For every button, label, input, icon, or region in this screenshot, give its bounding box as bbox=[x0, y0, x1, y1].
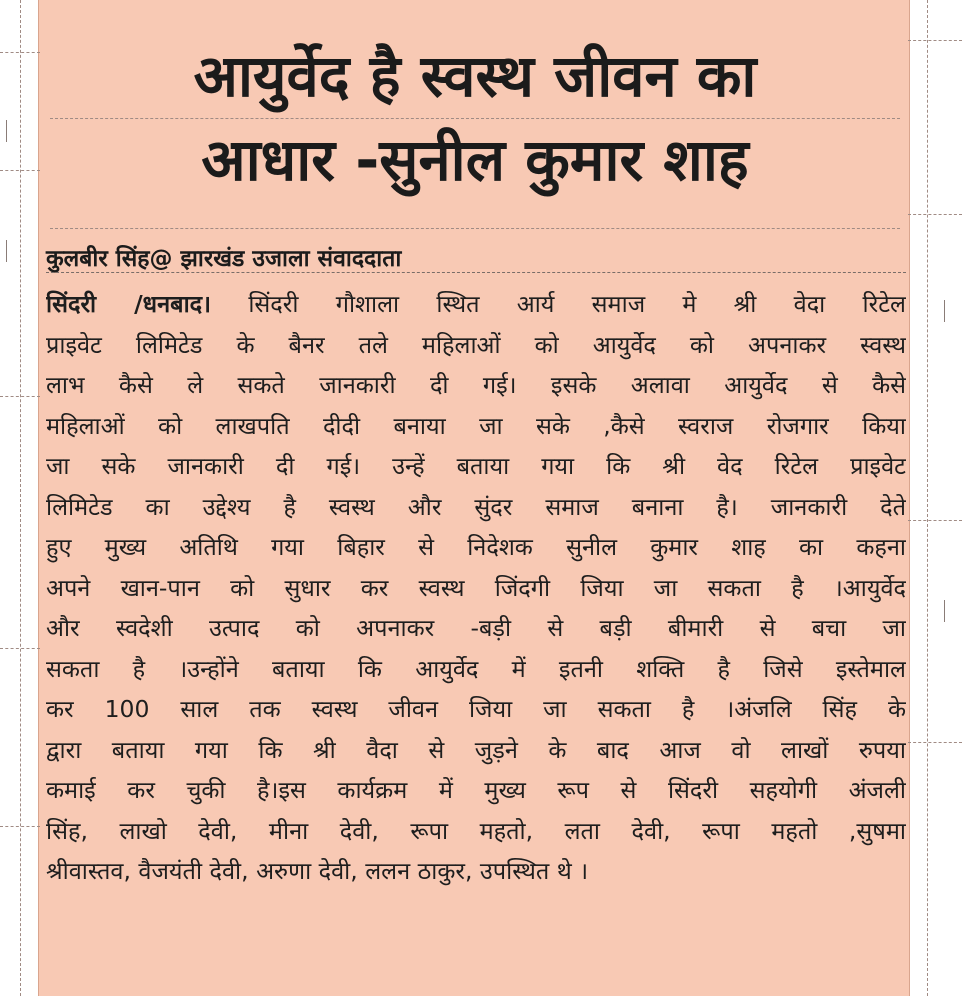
body-line-text: सिंदरी गौशाला स्थित आर्य समाज मे श्री वेदा रिटेल bbox=[211, 290, 906, 318]
article-byline: कुलबीर सिंह@ झारखंड उजाला संवाददाता bbox=[46, 246, 402, 272]
body-line bbox=[46, 284, 906, 325]
guide-line-horizontal bbox=[50, 228, 900, 229]
guide-line-vertical bbox=[20, 0, 21, 996]
body-line: प्राइवेट लिमिटेड के बैनर तले महिलाओं को आयुर्वेद को अपनाकर स्वस्थ bbox=[46, 330, 906, 359]
guide-tick bbox=[6, 120, 7, 142]
article-dateline: सिंदरी /धनबाद। bbox=[46, 290, 212, 318]
body-line: सिंह, लाखो देवी, मीना देवी, रूपा महतो, लता देवी, रूपा महतो ,सुषमा bbox=[46, 816, 906, 845]
body-line: जा सके जानकारी दी गई। उन्हें बताया गया कि श्री वेद रिटेल प्राइवेट bbox=[46, 452, 906, 480]
guide-line-horizontal bbox=[908, 742, 962, 743]
headline-line-1: आयुर्वेद है स्वस्थ जीवन का bbox=[193, 42, 757, 110]
guide-line-horizontal bbox=[908, 40, 962, 41]
guide-line-horizontal bbox=[908, 214, 962, 215]
body-line: सकता है ।उन्होंने बताया कि आयुर्वेद में इतनी शक्ति है जिसे इस्तेमाल bbox=[46, 654, 906, 683]
article-headline bbox=[44, 34, 906, 202]
body-line: अपने खान-पान को सुधार कर स्वस्थ जिंदगी जिया जा सकता है ।आयुर्वेद bbox=[46, 573, 906, 602]
body-line: और स्वदेशी उत्पाद को अपनाकर -बड़ी से बड़ी बीमारी से बचा जा bbox=[46, 614, 906, 642]
guide-line-horizontal bbox=[0, 52, 40, 53]
guide-tick bbox=[944, 300, 945, 322]
body-line: कर 100 साल तक स्वस्थ जीवन जिया जा सकता है ।अंजलि सिंह के bbox=[46, 695, 906, 723]
guide-line-horizontal bbox=[0, 396, 40, 397]
guide-line-horizontal bbox=[0, 648, 40, 649]
body-line: द्वारा बताया गया कि श्री वैदा से जुड़ने के बाद आज वो लाखों रुपया bbox=[46, 735, 906, 764]
guide-line-horizontal bbox=[0, 170, 40, 171]
body-line: हुए मुख्य अतिथि गया बिहार से निदेशक सुनील कुमार शाह का कहना bbox=[46, 533, 906, 561]
body-line: लिमिटेड का उद्देश्य है स्वस्थ और सुंदर समाज बनाना है। जानकारी देते bbox=[46, 492, 906, 521]
headline-line-2: आधार -सुनील कुमार शाह bbox=[201, 126, 749, 194]
guide-line-vertical bbox=[927, 0, 928, 996]
body-line: कमाई कर चुकी है।इस कार्यक्रम में मुख्य रूप से सिंदरी सहयोगी अंजली bbox=[46, 776, 906, 804]
body-line: लाभ कैसे ले सकते जानकारी दी गई। इसके अलावा आयुर्वेद से कैसे bbox=[46, 371, 906, 399]
guide-tick bbox=[944, 600, 945, 622]
guide-tick bbox=[6, 240, 7, 262]
body-line: महिलाओं को लाखपति दीदी बनाया जा सके ,कैसे स्वराज रोजगार किया bbox=[46, 411, 906, 440]
article-body bbox=[46, 284, 906, 892]
body-line: श्रीवास्तव, वैजयंती देवी, अरुणा देवी, ललन ठाकुर, उपस्थित थे । bbox=[46, 857, 589, 885]
guide-line-horizontal bbox=[0, 826, 40, 827]
byline-divider bbox=[46, 272, 906, 273]
guide-line-horizontal bbox=[908, 520, 962, 521]
